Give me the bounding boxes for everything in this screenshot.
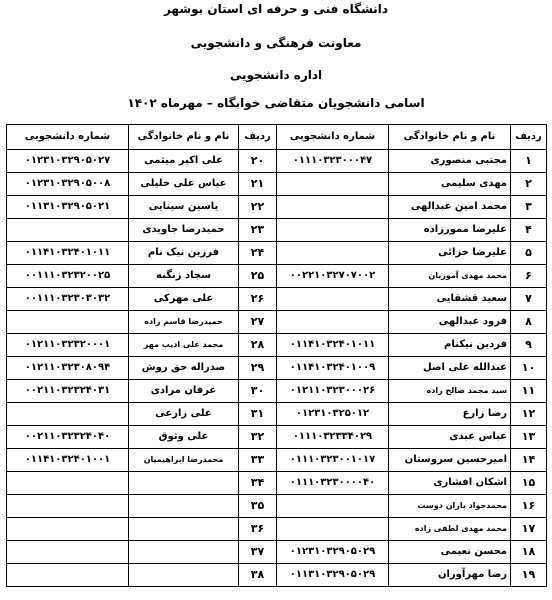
row-number-cell: ۴ [511,219,547,242]
student-name-cell: سجاد زنگنه [129,265,239,288]
student-name-cell [129,495,239,518]
student-name-cell: محمدجواد باران دوست [389,495,511,518]
table-row [7,311,547,334]
column-header-row-number: ردیف [239,125,277,150]
student-id-cell: ۰۱۱۱۰۳۲۳۰۰۰۰۴۰ [277,472,389,495]
row-number-cell: ۳۸ [239,564,277,587]
student-name-cell: رضا زارع [389,403,511,426]
row-number-cell: ۳۰ [239,380,277,403]
row-number-cell: ۱۹ [511,564,547,587]
student-id-cell [277,219,389,242]
student-id-cell: ۰۰۱۱۱۰۳۲۳۰۳۰۳۲ [7,288,129,311]
student-name-cell: محمد امین عبدالهی [389,196,511,219]
student-name-cell: سید محمد صالح زاده [389,380,511,403]
row-number-cell: ۱۱ [511,380,547,403]
student-id-cell: ۰۱۲۱۱۰۳۲۳۲۰۰۰۱ [7,334,129,357]
student-name-cell: علیرضا ممورزاده [389,219,511,242]
row-number-cell: ۲۸ [239,334,277,357]
student-name-cell: صدراله حق روش [129,357,239,380]
table-row [7,196,547,219]
student-id-cell: ۰۱۲۳۱۰۳۲۹۰۵۰۲۹ [277,541,389,564]
column-header-row-number: ردیف [511,125,547,150]
student-name-cell [129,472,239,495]
student-id-cell [7,541,129,564]
table-row [7,334,547,357]
table-header-row [7,125,547,150]
student-id-cell: ۰۱۱۱۰۳۲۳۰۰۰۴۷ [277,150,389,173]
table-row [7,518,547,541]
student-name-cell: یاسین سینایی [129,196,239,219]
student-id-cell: ۰۱۱۴۱۰۳۲۴۰۱۰۱۱ [7,242,129,265]
student-name-cell: عباس عبدی [389,426,511,449]
row-number-cell: ۱۸ [511,541,547,564]
row-number-cell: ۲۷ [239,311,277,334]
student-name-cell: علی زارعی [129,403,239,426]
student-id-cell: ۰۰۱۱۱۰۳۲۳۲۰۰۲۵ [7,265,129,288]
student-name-cell [129,564,239,587]
student-name-cell: مجتبی منصوری [389,150,511,173]
student-name-cell: محمدرضا ابراهیمیان [129,449,239,472]
table-row [7,288,547,311]
student-name-cell: فردین نیکنام [389,334,511,357]
row-number-cell: ۱۴ [511,449,547,472]
student-id-cell [277,288,389,311]
student-id-cell: ۰۱۱۱۰۳۲۳۰۰۱۰۱۷ [277,449,389,472]
student-name-cell: فرزین نیک نام [129,242,239,265]
table-row [7,150,547,173]
row-number-cell: ۱ [511,150,547,173]
row-number-cell: ۶ [511,265,547,288]
student-name-cell: علی وثوق [129,426,239,449]
table-row [7,449,547,472]
column-header-student-id: شماره دانشجویی [277,125,389,150]
row-number-cell: ۳۴ [239,472,277,495]
student-name-cell: علیرضا خزائی [389,242,511,265]
student-id-cell: ۰۱۲۱۱۰۳۲۳۰۸۰۹۴ [7,357,129,380]
table-row [7,173,547,196]
student-name-cell: امیرحسین سروستان [389,449,511,472]
table-row [7,564,547,587]
student-name-cell: محمد علی ادیب مهر [129,334,239,357]
student-id-cell [7,495,129,518]
student-id-cell: ۰۱۲۱۱۰۳۲۳۰۰۰۲۶ [277,380,389,403]
table-row [7,357,547,380]
row-number-cell: ۹ [511,334,547,357]
student-id-cell: ۰۱۱۴۱۰۳۲۴۰۱۰۰۹ [277,357,389,380]
student-id-cell [7,403,129,426]
student-name-cell: محسن نعیمی [389,541,511,564]
row-number-cell: ۲ [511,173,547,196]
row-number-cell: ۲۵ [239,265,277,288]
student-id-cell: ۰۰۲۲۱۰۳۲۷۰۷۰۰۲ [277,265,389,288]
row-number-cell: ۲۴ [239,242,277,265]
student-name-cell: محمد مهدی لطفی زاده [389,518,511,541]
student-id-cell [277,173,389,196]
row-number-cell: ۲۲ [239,196,277,219]
office-title: اداره دانشجویی [229,68,323,82]
column-header-name: نام و نام خانوادگی [389,125,511,150]
table-row [7,495,547,518]
row-number-cell: ۸ [511,311,547,334]
student-id-cell: ۰۱۱۴۱۰۳۲۴۰۱۰۰۱ [7,449,129,472]
student-name-cell: اشکان افشاری [389,472,511,495]
row-number-cell: ۱۰ [511,357,547,380]
row-number-cell: ۱۵ [511,472,547,495]
list-title: اسامی دانشجویان متقاضی خوابگاه – مهرماه ۱۴۰۲ [127,96,425,110]
column-header-student-id: شماره دانشجویی [7,125,129,150]
table-row [7,472,547,495]
student-id-cell: ۰۰۲۱۱۰۳۲۳۲۴۰۴۰ [7,426,129,449]
student-name-cell: محمد مهدی آموزیان [389,265,511,288]
row-number-cell: ۳۳ [239,449,277,472]
student-id-cell: ۰۱۲۳۱۰۳۲۵۰۱۲ [277,403,389,426]
student-name-cell [129,518,239,541]
table-row [7,426,547,449]
student-id-cell [7,518,129,541]
student-id-cell: ۰۱۱۱۰۳۲۳۳۴۰۲۹ [277,426,389,449]
row-number-cell: ۳۵ [239,495,277,518]
row-number-cell: ۲۰ [239,150,277,173]
student-id-cell [7,472,129,495]
table-row [7,403,547,426]
table-row [7,265,547,288]
row-number-cell: ۱۷ [511,518,547,541]
student-name-cell: عرفان مرادی [129,380,239,403]
row-number-cell: ۲۳ [239,219,277,242]
row-number-cell: ۳۲ [239,426,277,449]
student-id-cell [277,518,389,541]
row-number-cell: ۵ [511,242,547,265]
student-id-cell [7,564,129,587]
row-number-cell: ۳۱ [239,403,277,426]
student-name-cell: سعید قشقایی [389,288,511,311]
student-id-cell: ۰۱۲۳۱۰۳۲۹۰۵۰۲۷ [7,150,129,173]
student-id-cell [7,219,129,242]
student-id-cell [277,242,389,265]
row-number-cell: ۱۲ [511,403,547,426]
column-header-name: نام و نام خانوادگی [129,125,239,150]
student-id-cell: ۰۱۲۳۱۰۳۲۹۰۵۰۰۸ [7,173,129,196]
student-id-cell: ۰۱۱۳۱۰۳۲۹۰۵۰۲۹ [277,564,389,587]
university-title: دانشگاه فنی و حرفه ای استان بوشهر [163,2,389,16]
row-number-cell: ۳۷ [239,541,277,564]
student-name-cell: حمیدرضا قاسم زاده [129,311,239,334]
student-name-cell: مهدی سلیمی [389,173,511,196]
row-number-cell: ۱۶ [511,495,547,518]
table-row [7,219,547,242]
table-row [7,541,547,564]
student-id-cell: ۰۰۲۱۱۰۳۲۳۲۴۰۳۱ [7,380,129,403]
dormitory-applicants-table [6,124,547,587]
row-number-cell: ۳۶ [239,518,277,541]
row-number-cell: ۲۱ [239,173,277,196]
student-id-cell [277,311,389,334]
row-number-cell: ۲۶ [239,288,277,311]
student-id-cell [277,495,389,518]
student-id-cell [277,196,389,219]
student-id-cell [7,311,129,334]
student-name-cell: علی مهرکی [129,288,239,311]
row-number-cell: ۷ [511,288,547,311]
department-title: معاونت فرهنگی و دانشجویی [190,36,362,50]
student-name-cell: رضا مهرآوران [389,564,511,587]
student-name-cell [129,541,239,564]
student-name-cell: علی اکبر میثمی [129,150,239,173]
student-id-cell: ۰۱۱۴۱۰۳۲۴۰۱۰۱۱ [277,334,389,357]
table-row [7,380,547,403]
student-name-cell: عباس علی خلیلی [129,173,239,196]
row-number-cell: ۲۹ [239,357,277,380]
student-name-cell: عبدالله علی اصل [389,357,511,380]
row-number-cell: ۳ [511,196,547,219]
table-row [7,242,547,265]
student-name-cell: حمیدرضا جاویدی [129,219,239,242]
student-name-cell: فرود عبدالهی [389,311,511,334]
student-id-cell: ۰۱۱۳۱۰۳۲۹۰۵۰۲۱ [7,196,129,219]
row-number-cell: ۱۳ [511,426,547,449]
